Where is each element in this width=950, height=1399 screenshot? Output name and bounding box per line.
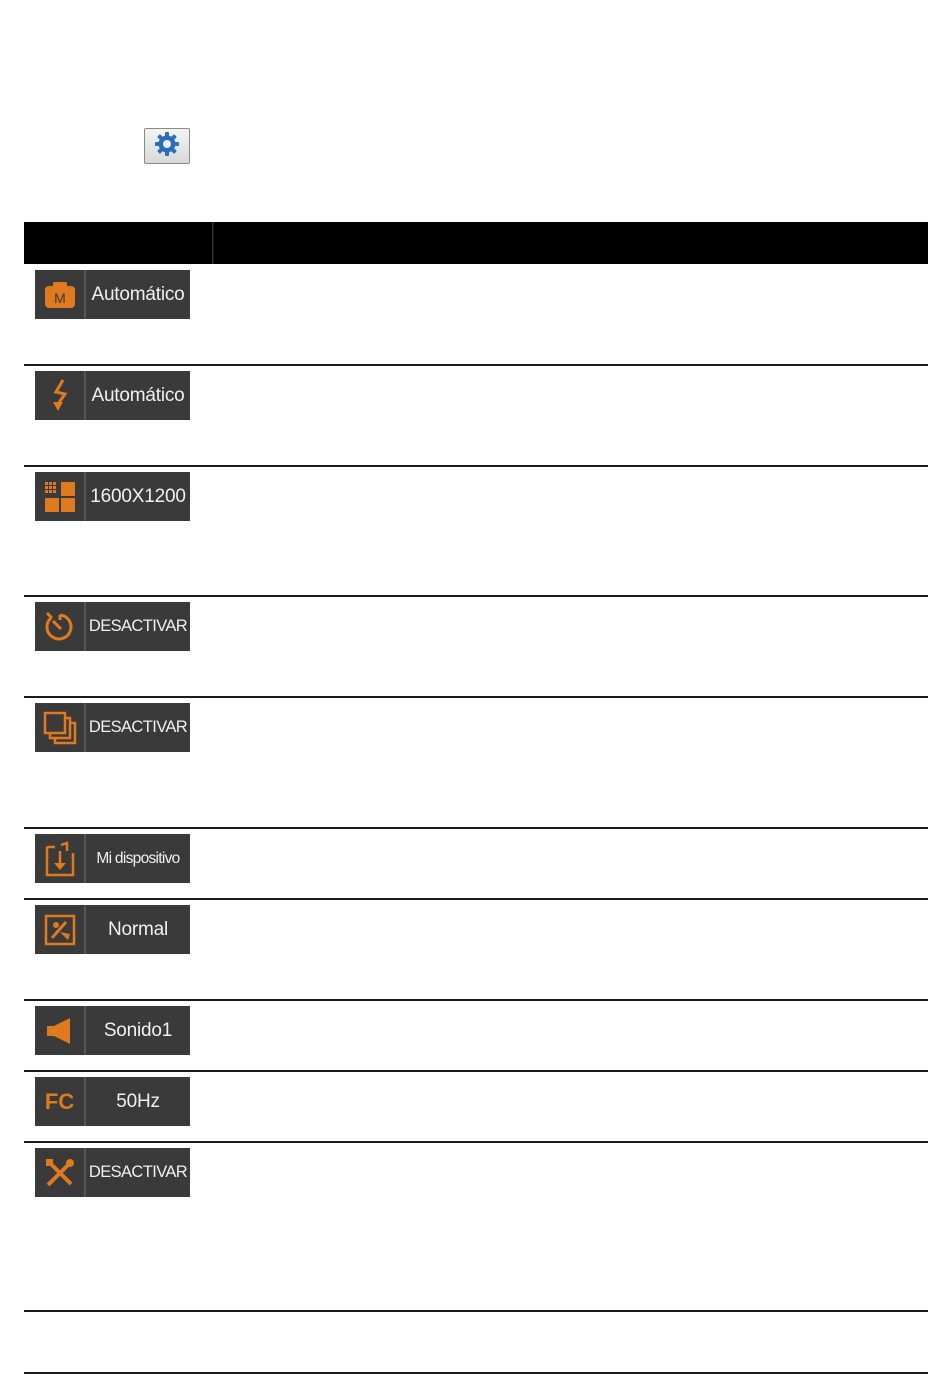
burst-shot-icon bbox=[35, 703, 86, 752]
flicker-value: 50Hz bbox=[116, 1090, 160, 1112]
storage-chip[interactable] bbox=[35, 834, 190, 883]
flicker-icon: FC bbox=[35, 1077, 86, 1126]
reset-tools-value: DESACTIVAR bbox=[88, 1163, 188, 1181]
image-effect-icon bbox=[35, 905, 86, 954]
resolution-value: 1600X1200 bbox=[90, 485, 186, 507]
burst-shot-chip[interactable] bbox=[35, 703, 190, 752]
row-divider bbox=[24, 465, 928, 467]
flash-value: Automático bbox=[91, 384, 185, 406]
table-header bbox=[24, 222, 928, 264]
row-divider bbox=[24, 595, 928, 597]
reset-tools-icon bbox=[35, 1148, 86, 1197]
image-effect-chip[interactable] bbox=[35, 905, 190, 954]
header-cell-setting bbox=[24, 222, 213, 264]
image-effect-value: Normal bbox=[107, 918, 169, 940]
shutter-sound-chip[interactable] bbox=[35, 1006, 190, 1055]
reset-tools-chip[interactable] bbox=[35, 1148, 190, 1197]
self-timer-chip[interactable] bbox=[35, 602, 190, 651]
row-divider bbox=[24, 898, 928, 900]
gear-icon bbox=[153, 130, 181, 162]
storage-icon bbox=[35, 834, 86, 883]
shutter-sound-icon bbox=[35, 1006, 86, 1055]
scene-mode-value: Automático bbox=[91, 283, 185, 305]
scene-mode-icon bbox=[35, 270, 86, 319]
flicker-chip[interactable] bbox=[35, 1077, 190, 1126]
resolution-chip[interactable] bbox=[35, 472, 190, 521]
flash-chip[interactable] bbox=[35, 371, 190, 420]
row-divider bbox=[24, 364, 928, 366]
self-timer-value: DESACTIVAR bbox=[88, 617, 188, 635]
shutter-sound-value: Sonido1 bbox=[103, 1019, 173, 1041]
flash-icon bbox=[35, 371, 86, 420]
header-cell-description bbox=[213, 222, 928, 264]
row-divider bbox=[24, 1310, 928, 1312]
burst-shot-value: DESACTIVAR bbox=[88, 718, 188, 736]
storage-value: Mi dispositivo bbox=[96, 849, 180, 867]
row-divider bbox=[24, 827, 928, 829]
row-divider bbox=[24, 1141, 928, 1143]
svg-text:M: M bbox=[53, 289, 66, 306]
self-timer-icon bbox=[35, 602, 86, 651]
row-divider bbox=[24, 1070, 928, 1072]
settings-button[interactable] bbox=[144, 128, 190, 164]
scene-mode-chip[interactable] bbox=[35, 270, 190, 319]
resolution-icon bbox=[35, 472, 86, 521]
table-bottom-border bbox=[24, 1372, 928, 1374]
row-divider bbox=[24, 696, 928, 698]
row-divider bbox=[24, 999, 928, 1001]
